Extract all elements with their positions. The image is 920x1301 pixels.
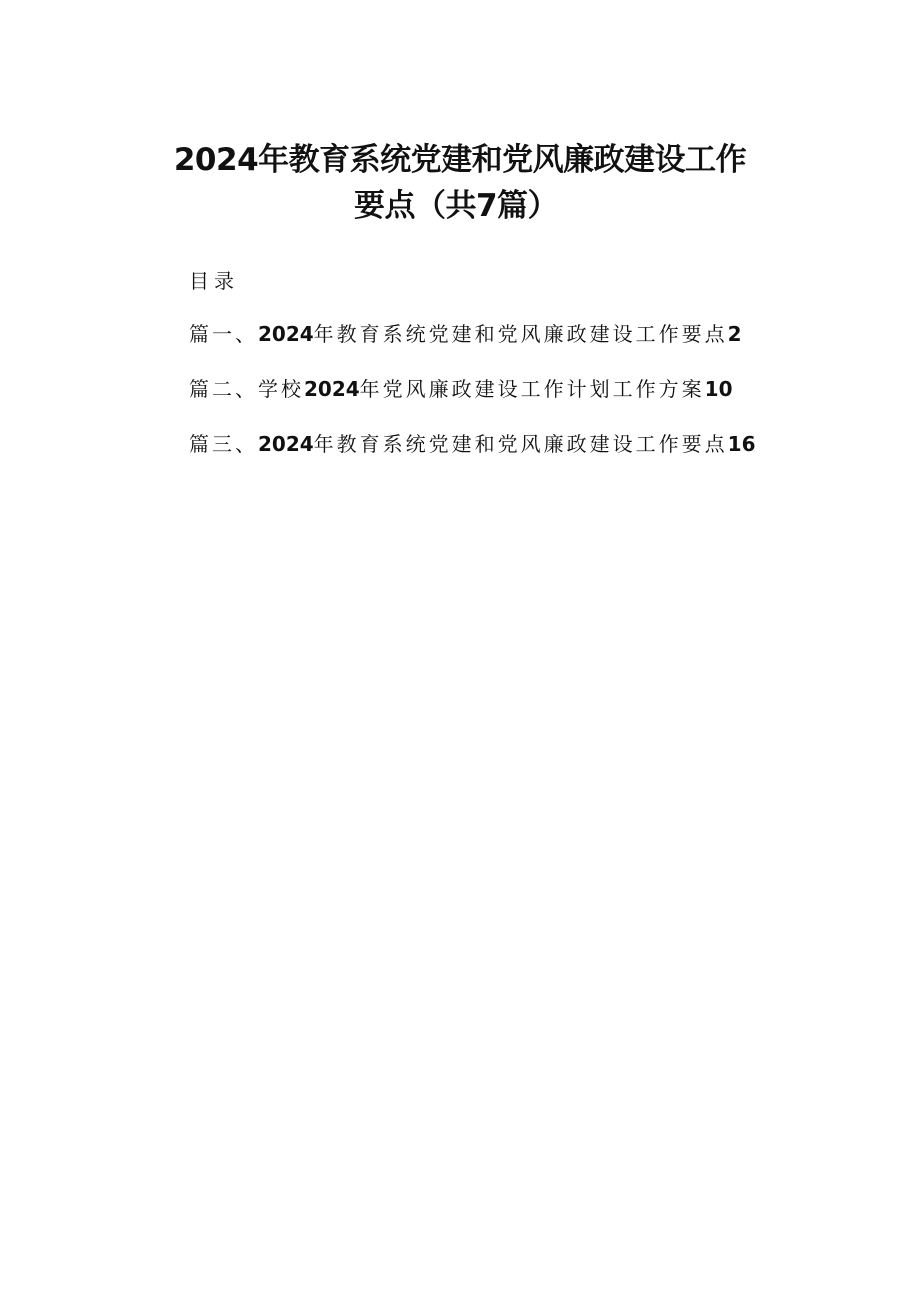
toc-entry-year: 2024 [304,377,360,401]
document-title-line1: 2024年教育系统党建和党风廉政建设工作 [173,142,747,178]
toc-entry[interactable] [189,430,756,458]
toc-heading: 目录 [189,269,239,293]
toc-entry-prefix: 篇二、学校 [189,377,304,401]
toc-entry-page-number: 2 [727,322,742,346]
toc-entry-prefix: 篇三、 [189,432,258,456]
toc-entry-year: 2024 [258,322,314,346]
document-title-line2: 要点（共7篇） [353,188,559,224]
toc-entry-year: 2024 [258,432,314,456]
toc-entry-title: 年党风廉政建设工作计划工作方案 [359,377,705,401]
toc-entry-page-number: 10 [704,377,733,401]
toc-entry-title: 年教育系统党建和党风廉政建设工作要点 [313,432,728,456]
toc-entry[interactable] [189,375,733,403]
toc-entry[interactable] [189,320,742,348]
toc-entry-title: 年教育系统党建和党风廉政建设工作要点 [313,322,728,346]
toc-entry-prefix: 篇一、 [189,322,258,346]
toc-entry-page-number: 16 [727,432,756,456]
